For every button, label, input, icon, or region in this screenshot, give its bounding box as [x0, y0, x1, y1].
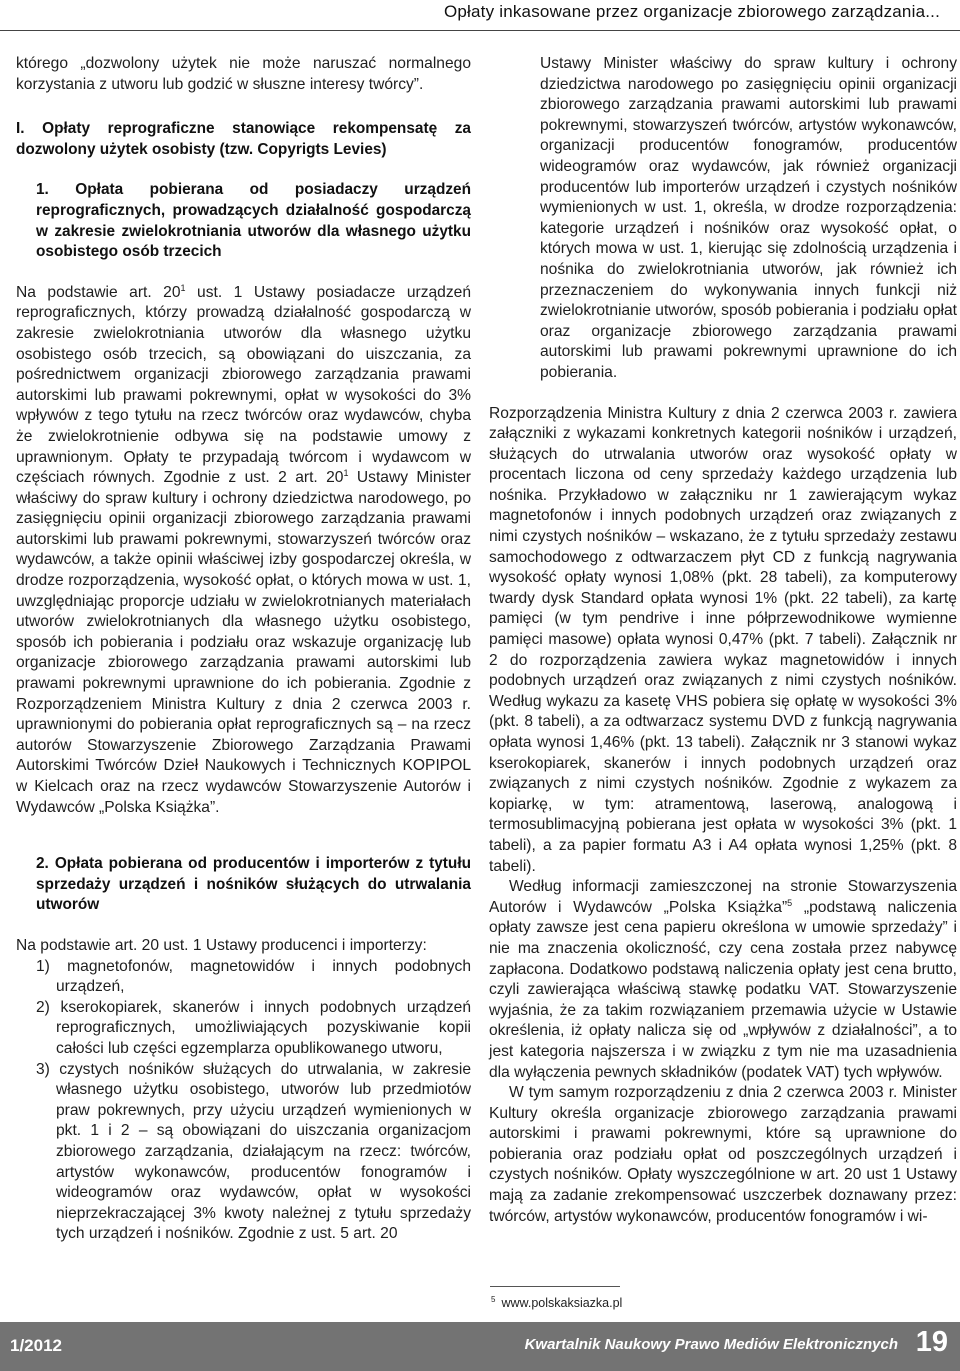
- body-paragraph-4: [489, 877, 957, 1083]
- right-column: [489, 54, 957, 1227]
- footnote-ref: 5: [787, 897, 793, 908]
- subsection-number-1: 1.: [36, 181, 49, 199]
- footer-journal-title: Kwartalnik Naukowy Prawo Mediów Elektronicznych: [524, 1336, 898, 1353]
- subsection-heading-2-text: Opłata pobierana od producentów i importerów z tytułu sprzedaży urządzeń i nośników służących do utrwalania utworów: [36, 855, 472, 914]
- intro-paragraph: którego „dozwolony użytek nie może naruszać normalnego korzystania z utworu lub godzić w słuszne interesy twórcy”.: [16, 55, 471, 93]
- subsection-heading-1: [16, 180, 471, 262]
- section-heading: I. Opłaty reprograficzne stanowiące rekompensatę za dozwolony użytek osobisty (tzw. Copyrigts Levies): [16, 120, 471, 158]
- footnote-sup: 1: [180, 282, 186, 293]
- list-item: 1) magnetofonów, magnetowidów i innych podobnych urządzeń,: [36, 957, 471, 996]
- subsection-number-2: 2.: [36, 855, 49, 873]
- footer-issue: 1/2012: [10, 1336, 62, 1355]
- left-column: [16, 54, 471, 1245]
- running-header-title: Opłaty inkasowane przez organizacje zbiorowego zarządzania...: [443, 2, 940, 21]
- body-paragraph-1-part-c: Ustawy Minister właściwy do spraw kultury i ochrony dziedzictwa narodowego, po zasięgnięciu opinii organizacji zbiorowego zarządzania prawami autorskimi lub prawami pokrewnymi, stowarzyszeń twórców oraz wydawców, a także opinii właściwej izby gospodarczej określa, w drodze rozporządzenia, wysokość opłat, o których mowa w ust. 1, uwzględniając proporcje udziału w zwielokrotnianych materiałach utworów zwielokrotnianych dla własnego użytku osobistego, sposób ich pobierania i podziału oraz wskazuje organizację lub organizacje zbiorowego zarządzania prawami autorskimi lub prawami pokrewnymi uprawnione do ich pobierania. Zgodnie z Rozporządzeniem Ministra Kultury z dnia 2 czerwca 2003 r. uprawnionymi do pobierania opłat reprograficznych są – na rzecz autorów Stowarzyszenie Zbiorowego Zarządzania Prawami Autorskimi Twórców Dzieł Naukowych i Technicznych KOPIPOL w Kielcach oraz na rzecz wydawców Stowarzyszenie Autorów i Wydawców „Polska Książka”.: [16, 469, 472, 816]
- footnote-sup: 1: [343, 467, 349, 478]
- body-paragraph-3: Rozporządzenia Ministra Kultury z dnia 2 czerwca 2003 r. zawiera załączniki z wykazami konkretnych kategorii nośników i urządzeń, służących do utrwalania utworów oraz wysokość opłaty w procentach liczona od ceny sprzedaży każdego urządzenia lub nośnika. Przykładowo w załączniku nr 1 zawierającym wykaz magnetofonów i innych podobnych urządzeń oraz związanych z nimi czystych nośników – wskazano, że z tytułu sprzedaży zestawu samochodowego z odtwarzaczem płyt CD z funkcją nagrywania wysokość opłaty wynosi 1,08% (pkt. 28 tabeli), za komputerowy twardy dysk Standard opłata wynosi 1% (pkt. 22 tabeli), za kartę pamięci (w tym pendrive i inne półprzewodnikowe wymienne pamięci masowe) opłata wynosi 0,47% (pkt. 7 tabeli). Załącznik nr 2 do rozporządzenia zawiera wykaz magnetowidów i innych podobnych urządzeń oraz związanych z nimi czystych nośników. Według wykazu za kasetę VHS pobiera się opłatę w wysokości 3% (pkt. 8 tabeli), a za odtwarzacz systemu DVD z funkcją nagrywania opłata wynosi 1,46% (pkt. 13 tabeli). Załącznik nr 3 stanowi wykaz kserokopiarek, skanerów i innych podobnych urządzeń oraz związanych z nimi czystych nośników. Zgodnie z wykazem za kopiarkę, w tym: atramentową, laserową, analogową i termosublimacyjną pobierana jest opłata w wysokości 3% (pkt. 1 tabeli), a za papier formatu A3 i A4 opłata wynosi 1,25% (pkt. 8 tabeli).: [489, 404, 957, 875]
- body-paragraph-2: Na podstawie art. 20 ust. 1 Ustawy producenci i importerzy:: [16, 936, 427, 954]
- body-paragraph-5: W tym samym rozporządzeniu z dnia 2 czerwca 2003 r. Minister Kultury określa organizacje zbiorowego zarządzania prawami autorskimi i prawami pokrewnymi, które są uprawnione do pobierania oraz podziału opłat od poszczególnych urządzeń i czystych nośników. Opłaty wyszczególnione w art. 20 ust 1 Ustawy mają za zadanie zrekompensować uszczerbek doznawany przez: twórców, artystów wykonawców, producentów fonogramów i wi-: [489, 1084, 957, 1225]
- footnote: [491, 1296, 622, 1310]
- page-number: 19: [915, 1326, 948, 1358]
- body-paragraph-1-part-a: Na podstawie art. 20: [16, 283, 181, 301]
- subsection-heading-2: [16, 854, 471, 916]
- footnote-link[interactable]: www.polskaksiazka.pl: [501, 1296, 623, 1310]
- statute-quote: Ustawy Minister właściwy do spraw kultury i ochrony dziedzictwa narodowego po zasięgnięciu opinii organizacji zbiorowego zarządzania prawami autorskimi lub prawami pokrewnymi, stowarzyszeń twórców, artystów wykonawców, organizacji producentów fonogramów, producentów wideogramów oraz wydawców, jak również organizacji producentów lub importerów urządzeń i czystych nośników wymienionych w ust. 1, określa, w drodze rozporządzenia: kategorie urządzeń i nośników oraz wysokość opłat, o których mowa w ust. 1, kierując się zdolnością urządzenia i nośnika do zwielokrotniania utworów, jak również ich przeznaczeniem do wykonywania innych funkcji niż zwielokrotnianie utworów, sposób pobierania i podziału opłat oraz organizacje zbiorowego zarządzania prawami autorskimi lub prawami pokrewnymi uprawnione do ich pobierania.: [540, 55, 957, 381]
- footnote-rule: [490, 1286, 620, 1287]
- body-paragraph-1: [16, 283, 471, 818]
- footer-bar: [0, 1322, 960, 1371]
- body-paragraph-4-part-a: Według informacji zamieszczonej na stronie Stowarzyszenia Autorów i Wydawców „Polska Książka”: [489, 878, 957, 916]
- list-item: 3) czystych nośników służących do utrwalania, w zakresie własnego użytku osobistego, utworów lub przedmiotów praw pokrewnych, przy użyciu urządzeń wymienionych w pkt. 1 i 2 – są obowiązani do uiszczania organizacjom zbiorowego zarządzania, działającym na rzecz: twórców, artystów wykonawców, producentów fonogramów i wideogramów oraz wydawców, opłat w wysokości nieprzekraczającej 3% kwoty należnej z tytułu sprzedaży tych urządzeń i nośników. Zgodnie z ust. 5 art. 20: [36, 1060, 471, 1243]
- list-item: 2) kserokopiarek, skanerów i innych podobnych urządzeń reprograficznych, umożliwiających pozyskiwanie kopii całości lub części egzemplarza opublikowanego utworu,: [36, 998, 471, 1057]
- body-paragraph-4-part-b: „podstawą naliczenia opłaty zawsze jest cena papieru określona w umowie sprzedaży” i nie ma znaczenia okoliczność, czy cena została przez nabywcę zapłacona. Dodatkowo podstawą naliczenia opłaty jest cena brutto, czyli zawierająca właściwą stawkę podatku VAT. Stowarzyszenie wyjaśnia, że za takim rozwiązaniem przemawia użycie w Ustawie określenia, iż opłaty nalicza się od „wpływów z działalności”, a to jest kategoria najszersza i w związku z tym nie ma uzasadnienia dla wyłączenia pewnych składników (podatek VAT) tych wpływów.: [489, 898, 957, 1081]
- body-paragraph-1-part-b: ust. 1 Ustawy posiadacze urządzeń reprograficznych, którzy prowadzą działalność gospodarczą w zakresie zwielokrotniania utworów dla własnego użytku osobistego osób trzecich, są obowiązani do uiszczania, za pośrednictwem organizacji zbiorowego zarządzania prawami autorskimi lub prawami pokrewnymi, opłat w wysokości do 3% wpływów z tego tytułu na rzecz twórców oraz wydawców, chyba że zwielokrotnienie odbywa się na podstawie umowy z uprawnionym. Opłaty te przypadają twórcom i wydawcom w częściach równych. Zgodnie z ust. 2 art. 20: [16, 283, 471, 487]
- footnote-number: 5: [491, 1294, 496, 1304]
- subsection-heading-1-text: Opłata pobierana od posiadaczy urządzeń reprograficznych, prowadzących działalność gospodarczą w zakresie zwielokrotniania utworów dla własnego użytku osobistego osób trzecich: [36, 181, 471, 261]
- header-rule: [0, 30, 960, 31]
